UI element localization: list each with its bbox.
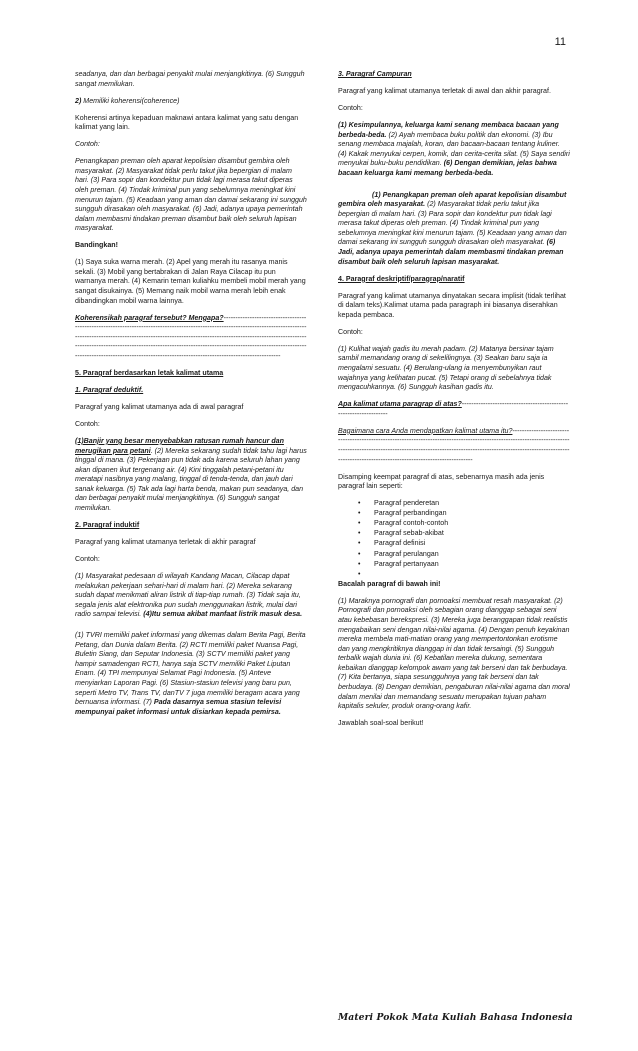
- heading-campuran: 3. Paragraf Campuran: [338, 70, 412, 78]
- tv-example: [75, 631, 307, 717]
- paragraph-types-list: [338, 499, 570, 579]
- question-koherensi: [75, 314, 307, 362]
- list-item: • Paragraf perulangan: [374, 550, 570, 560]
- campuran-example: [338, 121, 570, 179]
- deskriptif-example: (1) Kulihat wajah gadis itu merah padam. (2) Matanya bersinar tajam sambil memandang orang di sekelilingnya. (3) Seakan baru saja ia mengalami sesuatu. (4) Berulang-ulang ia menyembunyikan raut wajahnya yang kelihatan pucat. (5) Tetapi orang di sebelahnya tidak mengacuhkannya. (6) Sungguh kasihan gadis itu.: [338, 344, 554, 392]
- koherensi-definition: Koherensi artinya kepaduan maknawi antara kalimat yang satu dengan kalimat yang lain.: [75, 113, 299, 132]
- answer-line: -------------------------------------------------------------------------------------------------------------------------------------------------------------------------------------------------------------------------------------------------------------------------------------: [338, 426, 570, 464]
- deduktif-definition: Paragraf yang kalimat utamanya ada di awal paragraf: [75, 402, 244, 411]
- answer-line: ------------------------------------------------------------------: [338, 400, 569, 418]
- deskriptif-definition: Paragraf yang kalimat utamanya dinyatakan secara implisit (tidak terlihat di dalam teks).Kalimat utama pada paragraph ini biasanya diserahkan kepada pembaca.: [338, 291, 566, 319]
- contoh-label: Contoh:: [338, 327, 363, 336]
- left-column: [75, 70, 307, 725]
- heading-number: 2): [75, 96, 82, 105]
- comparison-paragraph: (1) Saya suka warna merah. (2) Apel yang merah itu rasanya manis sekali. (3) Mobil yang bertabrakan di Jalan Raya Cilacap itu pun warnanya merah. (4) Kemarin teman kuliahku membeli mobil merah yang sangat disukainya. (5) Memang naik mobil warna merah lebih enak dibandingkan mobil warna lainnya.: [75, 258, 306, 305]
- bandingkan-label: Bandingkan!: [75, 241, 118, 250]
- list-item: • Paragraf penderetan: [374, 499, 570, 509]
- question-text: Koherensikah paragraf tersebut? Mengapa?: [75, 313, 224, 322]
- list-item: [374, 570, 570, 579]
- campuran-definition: Paragraf yang kalimat utamanya terletak di awal dan akhir paragraf.: [338, 86, 551, 95]
- supporting-sentences: (2) Ayah membaca buku politik dan ekonomi. (3) Ibu senang membaca majalah, koran, dan bacaan-bacaan tentang kuliner. (4) Kakak menyukai cerpen, komik, dan cerita-cerita silat. (5) Saya sendiri menyukai buku-buku pendidikan.: [338, 130, 570, 168]
- paragraph-continuation: seadanya, dan dan berbagai penyakit mulai menjangkitinya. (6) Sungguh sangat memilukan.: [75, 70, 305, 88]
- question-cara: [338, 427, 570, 465]
- heading-deduktif: 1. Paragraf deduktif.: [75, 385, 144, 394]
- heading-deskriptif: 4. Paragraf deskriptif/paragrap/naratif: [338, 274, 465, 283]
- induktif-definition: Paragraf yang kalimat utamanya terletak di akhir paragraf: [75, 538, 256, 547]
- main-sentence: (1)Banjir yang besar menyebabkan ratusan rumah hancur dan merugikan para petani: [75, 436, 284, 455]
- right-column: [338, 70, 570, 736]
- main-sentence: Pada dasarnya semua stasiun televisi mempunyai paket informasi untuk disiarkan kepada pemirsa.: [75, 698, 282, 716]
- heading-induktif: 2. Paragraf induktif: [75, 521, 140, 530]
- induktif-example: [75, 572, 307, 620]
- footer-course-title: Materi Pokok Mata Kuliah Bahasa Indonesia: [338, 1012, 573, 1023]
- supporting-sentences: . (2) Mereka sekarang sudah tidak tahu lagi harus tinggal di mana. (3) Pekerjaan pun tidak ada karena seluruh lahan yang akan dipanen ikut tergenang air. (4) Kini tinggalah petani-petani itu meratapi nasibnya yang malang, tinggal di tenda-tenda, dan jauh dari sanak keluarga. (5) Tak ada lagi harta benda, makan pun seadanya, dan dan berbagai penyakit mulai menjangkitinya. (6) Sungguh sangat memilukan.: [75, 446, 307, 513]
- main-sentence-closing: (6) Dengan demikian, jelas bahwa bacaan keluarga kami memang berbeda-beda.: [338, 159, 557, 177]
- list-item: • Paragraf contoh-contoh: [374, 519, 570, 529]
- main-sentence: (4)Itu semua akibat manfaat listrik masuk desa.: [143, 610, 303, 619]
- kepolisian-example: [338, 191, 570, 268]
- bacalah-label: Bacalah paragraf di bawah ini!: [338, 579, 441, 588]
- contoh-label: Contoh:: [338, 103, 363, 112]
- question-kalimat-utama: [338, 400, 570, 419]
- list-item: • Paragraf pertanyaan: [374, 560, 570, 570]
- question-text: Bagaimana cara Anda mendapatkan kalimat utama itu?: [338, 426, 513, 435]
- jawablah-label: Jawablah soal-soal berikut!: [338, 719, 424, 728]
- list-item: • Paragraf definisi: [374, 539, 570, 549]
- supporting-sentences: (1) TVRI memiliki paket informasi yang dikemas dalam Berita Pagi, Berita Petang, dan Dunia dalam Berita. (2) RCTI memiliki paket Nuansa Pagi, Buletin Siang, dan Seputar Indonesia. (3) SCTV memiliki paket yang hampir samadengan RCTI, hanya saja SCTV memiliki Paket Liputan Enam. (4) TPI mempunyai Selamat Pagi Indonesia. (5) Anteve menyiarkan Laporan Pagi. (6) Stasiun-stasiun televisi yang baru pun, seperti Metro TV, Trans TV, danTV 7 juga memiliki beragam acara yang bernuansa informasi. (7): [75, 630, 306, 707]
- heading-letak-kalimat: 5. Paragraf berdasarkan letak kalimat utama: [75, 368, 224, 377]
- other-types-intro: Disamping keempat paragraf di atas, sebenarnya masih ada jenis paragraf lain seperti:: [338, 472, 545, 491]
- supporting-sentences: (2) Masyarakat tidak perlu takut jika bepergian di malam hari. (3) Para sopir dan kondektur pun tidak lagi merasa takut diperas oleh preman. (4) Tindak kriminal pun yang sebelumnya meningkat kini menurun tajam. (5) Keadaan yang aman dan damai sekarang ini sungguh sungguh dirasakan oleh masyarakat.: [338, 200, 567, 247]
- main-sentence-text: (1) Penangkapan preman oleh aparat kepolisian disambut gembira oleh masyarakat.: [338, 190, 567, 209]
- list-item: • Paragraf sebab-akibat: [374, 529, 570, 539]
- heading-text: Memiliki koherensi(coherence): [81, 96, 180, 105]
- contoh-label: Contoh:: [75, 140, 100, 149]
- question-text: Apa kalimat utama paragrap di atas?: [338, 400, 462, 409]
- page-number: 11: [554, 36, 566, 48]
- deduktif-example: [75, 437, 307, 514]
- main-sentence: (1) Kesimpulannya, keluarga kami senang membaca bacaan yang berbeda-beda.: [338, 120, 559, 139]
- main-sentence-closing: (6) Jadi, adanya upaya pemerintah dalam membasmi tindakan preman disambut baik oleh seluruh lapisan masyarakat.: [338, 238, 564, 266]
- contoh-label: Contoh:: [75, 419, 100, 428]
- answer-line: --------------------------------------------------------------------------------------------------------------------------------------------------------------------------------------------------------------------------------------------------------------------------------------------------------------------------------------------------------------------------------------------------------------------------------: [75, 313, 307, 360]
- pornografi-paragraph: (1) Maraknya pornografi dan pornoaksi membuat resah masyarakat. (2) Pornografi dan pornoaksi oleh sebagian orang dianggap sebagai seni atau kebebasan berekspresi. (3) Mereka juga beranggapan tidak realistis mengabaikan seni dengan nilai-nilai agama. (4) Dengan penuh keyakinan mereka membela mati-matian orang yang mempertontonkan erotisme dan yang mengkritiknya dianggap iri dan tidak tersaingi. (5) Sungguh terbalik wajah dunia ini. (6) Kebatilan mereka dukung, sementara kebaikan dianggap kelompok awam yang tak berseni dan tak berbudaya. (7) Kita bertanya, siapa sesungguhnya yang tak berseni dan tak berbudaya. (8) Dengan demikian, pengaburan nilai-nilai agama dan moral dalam menilai dan memandang sesuatu merupakan tujuan paham kapitalis sekuler, produk orang-orang kafir.: [338, 596, 570, 711]
- koherensi-example: Penangkapan preman oleh aparat kepolisian disambut gembira oleh masyarakat. (2) Masyarakat tidak perlu takut jika bepergian di malam hari. (3) Para sopir dan kondektur pun tidak lagi merasa takut diperas oleh preman. (4) Tindak kriminal pun yang sebelumnya meningkat kini menurun tajam. (5) Keadaan yang aman dan damai sekarang ini sungguh sungguh dirasakan oleh masyarakat. (6) Jadi, adanya upaya pemerintah dalam membasmi tindakan preman disambut baik oleh seluruh lapisan masyarakat.: [75, 157, 307, 233]
- supporting-sentences: (1) Masyarakat pedesaan di wilayah Kandang Macan, Cilacap dapat melakukan pekerjaan sehari-hari di malam hari. (2) Mereka sekarang sudah dapat menikmati aliran listrik di tiap-tiap rumah. (3) Tidak saja itu, segala jenis alat elektronika pun sudah menggunakan listrik, mulai dari radio sampai televisi.: [75, 572, 301, 619]
- list-item: • Paragraf perbandingan: [374, 509, 570, 519]
- heading-koherensi: [75, 97, 307, 107]
- contoh-label: Contoh:: [75, 555, 100, 564]
